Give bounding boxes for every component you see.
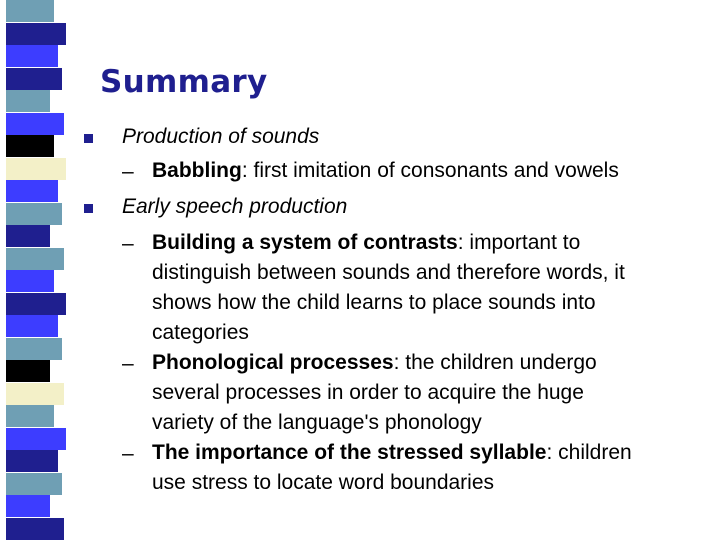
sub-item-line: several processes in order to acquire the huge	[152, 381, 584, 404]
slide-title: Summary	[100, 64, 268, 100]
sub-item-contrasts	[152, 228, 625, 348]
sub-item-term: The importance of the stressed syllable	[152, 441, 547, 464]
stripe-block	[6, 405, 54, 427]
sub-item-text: : first imitation of consonants and vowels	[241, 159, 619, 182]
sub-item-line: variety of the language's phonology	[152, 411, 482, 434]
sub-item-text: : important to	[457, 231, 581, 254]
stripe-block	[6, 68, 62, 90]
sub-item-term: Building a system of contrasts	[152, 231, 458, 254]
stripe-block	[6, 293, 66, 315]
sub-item-stressed-syllable	[152, 438, 632, 498]
sub-item-term: Babbling	[152, 159, 242, 182]
stripe-block	[6, 45, 58, 67]
stripe-block	[6, 338, 62, 360]
sub-item-line: shows how the child learns to place sounds into	[152, 291, 596, 314]
dash-icon: –	[122, 352, 134, 375]
sub-item-phonological-processes	[152, 348, 597, 438]
stripe-block	[6, 315, 58, 337]
sub-item-babbling	[152, 156, 619, 186]
stripe-block	[6, 248, 64, 270]
stripe-block	[6, 0, 54, 22]
stripe-block	[6, 203, 62, 225]
bullet-icon	[84, 204, 93, 213]
dash-icon: –	[122, 160, 134, 183]
stripe-block	[6, 113, 64, 135]
stripe-block	[6, 90, 50, 112]
sub-item-text: : the children undergo	[393, 351, 597, 374]
sub-item-term: Phonological processes	[152, 351, 394, 374]
stripe-block	[6, 270, 54, 292]
bullet-icon	[84, 134, 93, 143]
stripe-block	[6, 360, 50, 382]
sub-item-line: categories	[152, 321, 249, 344]
decorative-stripe	[6, 0, 66, 540]
bullet-item-production-of-sounds: Production of sounds	[122, 125, 320, 148]
bullet-item-early-speech-production: Early speech production	[122, 195, 348, 218]
stripe-block	[6, 23, 66, 45]
sub-item-line: distinguish between sounds and therefore words, it	[152, 261, 625, 284]
sub-item-text: : children	[546, 441, 632, 464]
stripe-block	[6, 383, 64, 405]
stripe-block	[6, 135, 54, 157]
stripe-block	[6, 180, 58, 202]
stripe-block	[6, 158, 66, 180]
stripe-block	[6, 428, 66, 450]
dash-icon: –	[122, 442, 134, 465]
stripe-block	[6, 225, 50, 247]
stripe-block	[6, 450, 58, 472]
dash-icon: –	[122, 232, 134, 255]
stripe-block	[6, 518, 64, 540]
sub-item-line: use stress to locate word boundaries	[152, 471, 495, 494]
stripe-block	[6, 473, 62, 495]
stripe-block	[6, 495, 50, 517]
